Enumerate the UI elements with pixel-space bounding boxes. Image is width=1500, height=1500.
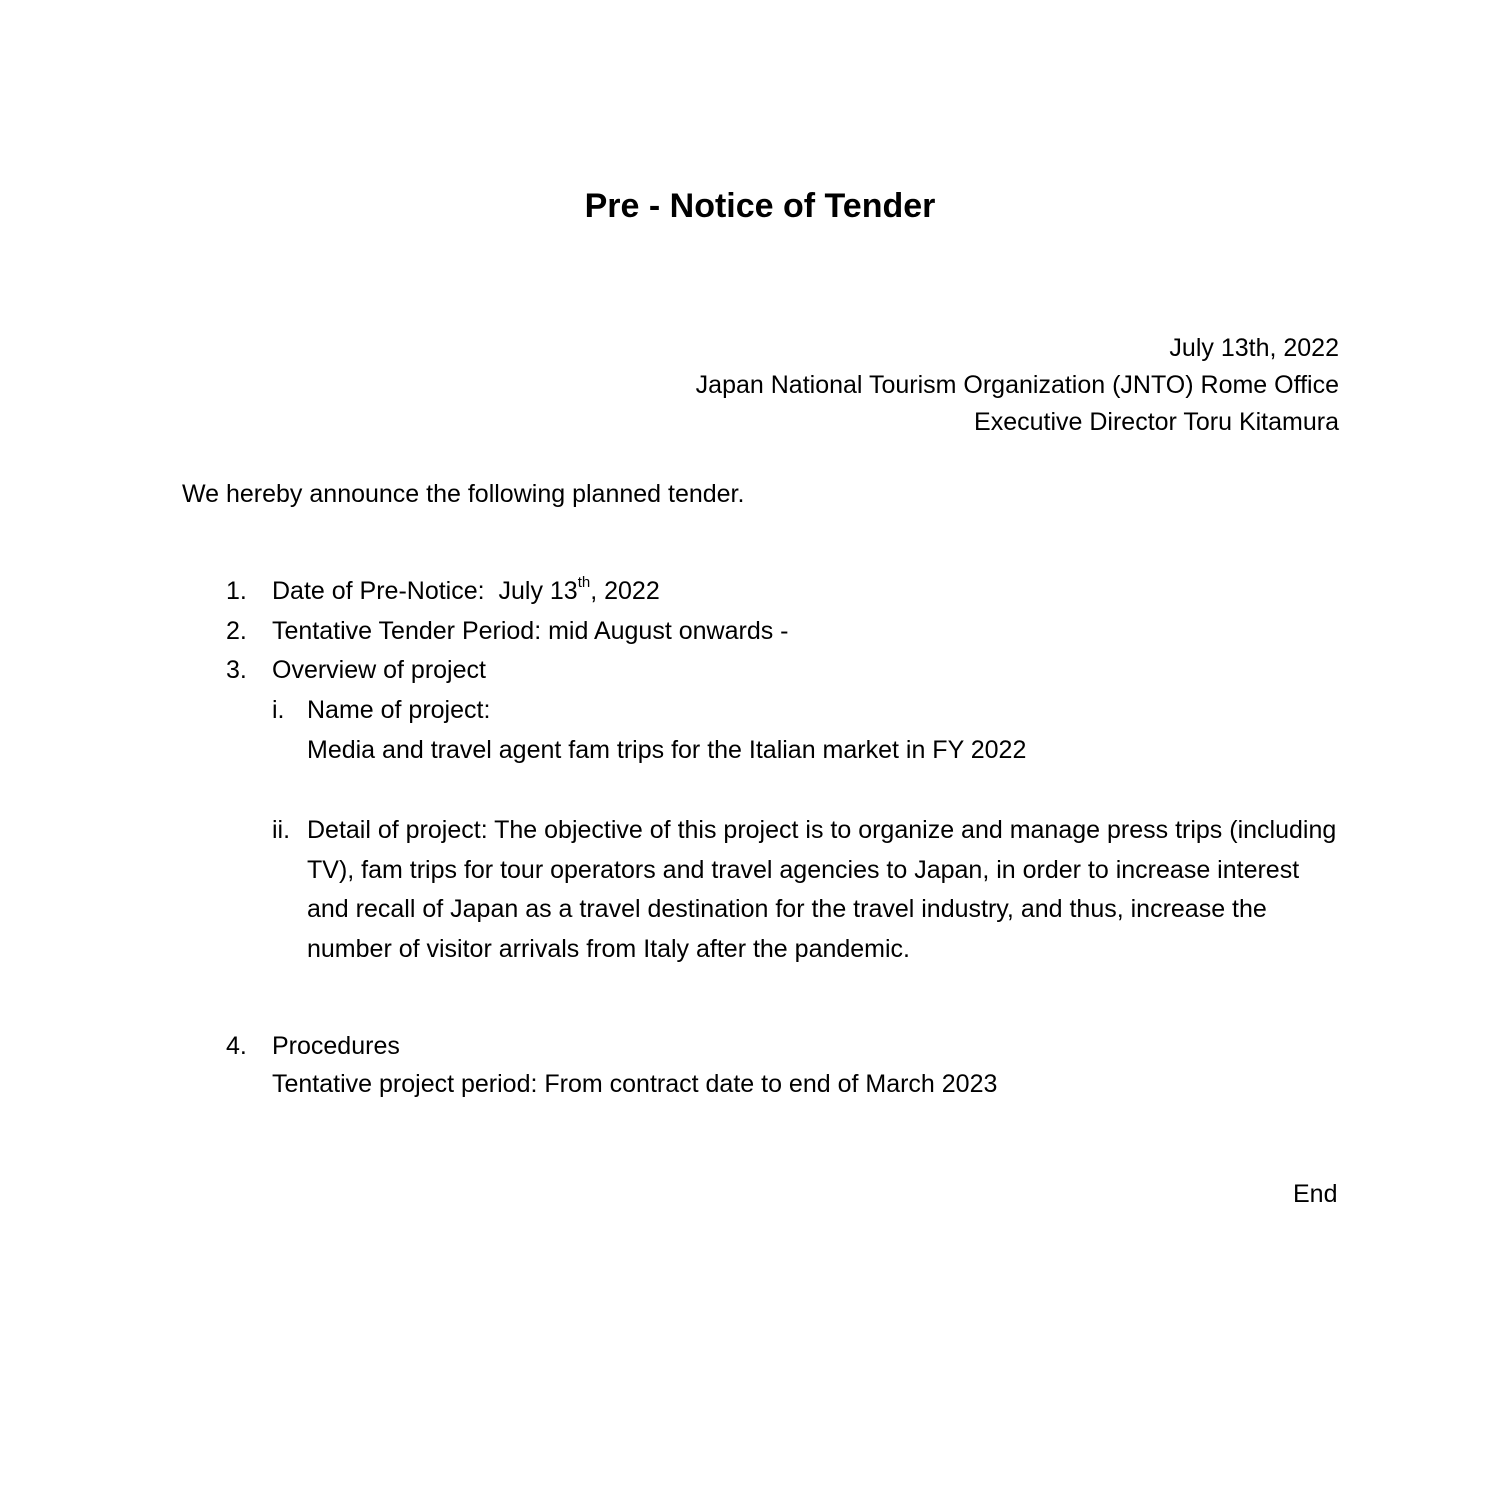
procedures-detail: Tentative project period: From contract date to end of March 2023 (272, 1070, 998, 1098)
sender-block (439, 330, 1339, 441)
sender-signatory: Executive Director Toru Kitamura (974, 408, 1339, 436)
pre-notice-date-year: , 2022 (590, 577, 660, 605)
list-item-pre-notice-date (272, 572, 660, 612)
list-item-overview: Overview of project (272, 656, 486, 684)
closing-end: End (1293, 1180, 1338, 1208)
list-item-number: 4. (226, 1032, 247, 1060)
list-item-number: 3. (226, 656, 247, 684)
project-name-value: Media and travel agent fam trips for the Italian market in FY 2022 (307, 736, 1027, 764)
pre-notice-date-suffix: th (577, 573, 591, 591)
document-title: Pre - Notice of Tender (584, 187, 936, 225)
intro-text: We hereby announce the following planned tender. (182, 480, 745, 508)
sender-organization: Japan National Tourism Organization (JNTO) Rome Office (695, 371, 1339, 399)
sublist-item-number: ii. (272, 816, 291, 844)
pre-notice-date-month-day: July 13 (498, 577, 578, 605)
sublist-item-project-name-label: Name of project: (307, 696, 491, 724)
list-item-procedures: Procedures (272, 1032, 400, 1060)
pre-notice-label: Date of Pre-Notice: (272, 577, 485, 605)
project-detail-paragraph: Detail of project: The objective of this project is to organize and manage press trips (including TV), fam trips for tour operators and travel agencies to Japan, in order to increase interest and recall of Japan as a travel destination for the travel industry, and thus, increase the number of visitor arrivals from Italy after the pandemic. (307, 816, 1337, 963)
list-item-tender-period: Tentative Tender Period: mid August onwards - (272, 617, 789, 645)
sublist-item-number: i. (272, 696, 285, 724)
notice-date: July 13th, 2022 (1169, 334, 1339, 362)
list-item-number: 2. (226, 617, 247, 645)
list-item-number: 1. (226, 577, 247, 605)
